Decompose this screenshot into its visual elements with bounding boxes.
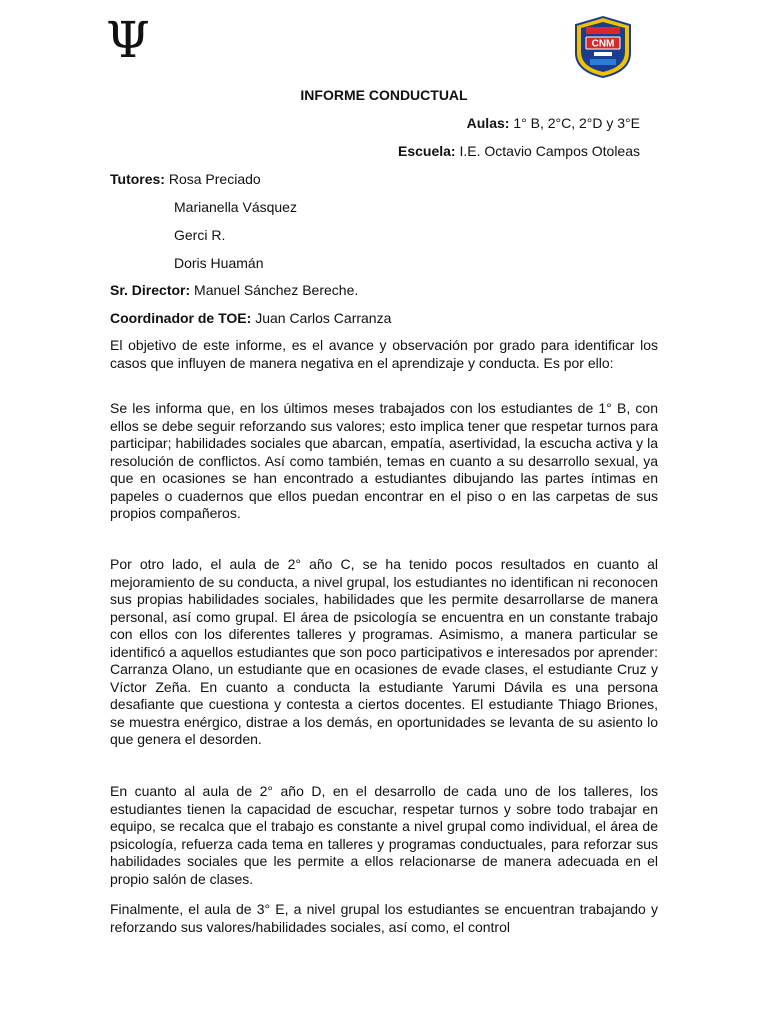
aulas-line [467,114,640,132]
paragraph-2c: Por otro lado, el aula de 2° año C, se ha tenido pocos resultados en cuanto al mejoramiento de su conducta, a nivel grupal, los estudiantes no identifican ni reconocen sus propias habilidades sociales, habilidades que les permite desarrollarse de manera personal, así como grupal. El área de psicología se encuentra en un constante trabajo con ellos con los diferentes talleres y programas. Asimismo, a manera particular se identificó a aquellos estudiantes que son poco participativos e interesados por aprender: Carranza Olano, un estudiante que en ocasiones de evade clases, el estudiante Cruz y Víctor Zeña. En cuanto a conducta la estudiante Yarumi Dávila es una persona desafiante que cuestiona y contesta a ciertos docentes. El estudiante Thiago Briones, se muestra enérgico, distrae a los demás, en oportunidades se levanta de su asiento lo que genera el desorden. [110,556,658,747]
escuela-label: Escuela: [398,143,456,159]
director-label: Sr. Director: [110,282,191,298]
aulas-value: 1° B, 2°C, 2°D y 3°E [509,115,640,131]
paragraph-2d: En cuanto al aula de 2° año D, en el desarrollo de cada uno de los talleres, los estudiantes tienen la capacidad de escuchar, respetar turnos y sobre todo trabajar en equipo, se recalca que el trabajo es constante a nivel grupal como individual, el área de psicología, refuerza cada tema en talleres y programas conductuales, para reforzar sus habilidades sociales que les permite a ellos relacionarse de manera adecuada en el propio salón de clases. [110,783,658,887]
crest-text: CNM [591,38,615,50]
escuela-value: I.E. Octavio Campos Otoleas [455,143,640,159]
escuela-line [398,142,640,160]
paragraph-1b: Se les informa que, en los últimos meses trabajados con los estudiantes de 1° B, con ellos se debe seguir reforzando sus valores; esto implica tener que respetar turnos para participar; habilidades sociales que abarcan, empatía, asertividad, la escucha activa y la resolución de conflictos. Así como también, temas en cuanto a su desarrollo sexual, ya que en ocasiones se han encontrado a estudiantes dibujando las partes íntimas en papeles o cuadernos que ellos puedan encontrar en el piso o en las carpetas de sus propios compañeros. [110,400,658,521]
tutores-label: Tutores: [110,171,165,187]
psi-logo: Ψ [106,11,150,69]
school-crest-icon [572,15,634,79]
coordinador-line [110,309,391,327]
director-value: Manuel Sánchez Bereche. [190,282,359,298]
aulas-label: Aulas: [466,115,510,131]
tutores-line [110,170,261,188]
tutor-name: Marianella Vásquez [174,199,297,215]
coordinador-label: Coordinador de TOE: [110,310,252,326]
coordinador-value: Juan Carlos Carranza [251,310,392,326]
document-title: INFORME CONDUCTUAL [300,87,468,103]
tutor-name: Doris Huamán [174,255,264,271]
paragraph-objetivo: El objetivo de este informe, es el avance y observación por grado para identificar los casos que influyen de manera negativa en el aprendizaje y conducta. Es por ello: [110,337,658,371]
director-line [110,281,358,299]
paragraph-3e: Finalmente, el aula de 3° E, a nivel grupal los estudiantes se encuentran trabajando y reforzando sus valores/habilidades sociales, así como, el control [110,901,658,935]
tutor-name: Rosa Preciado [168,171,261,187]
tutor-name: Gerci R. [174,227,226,243]
